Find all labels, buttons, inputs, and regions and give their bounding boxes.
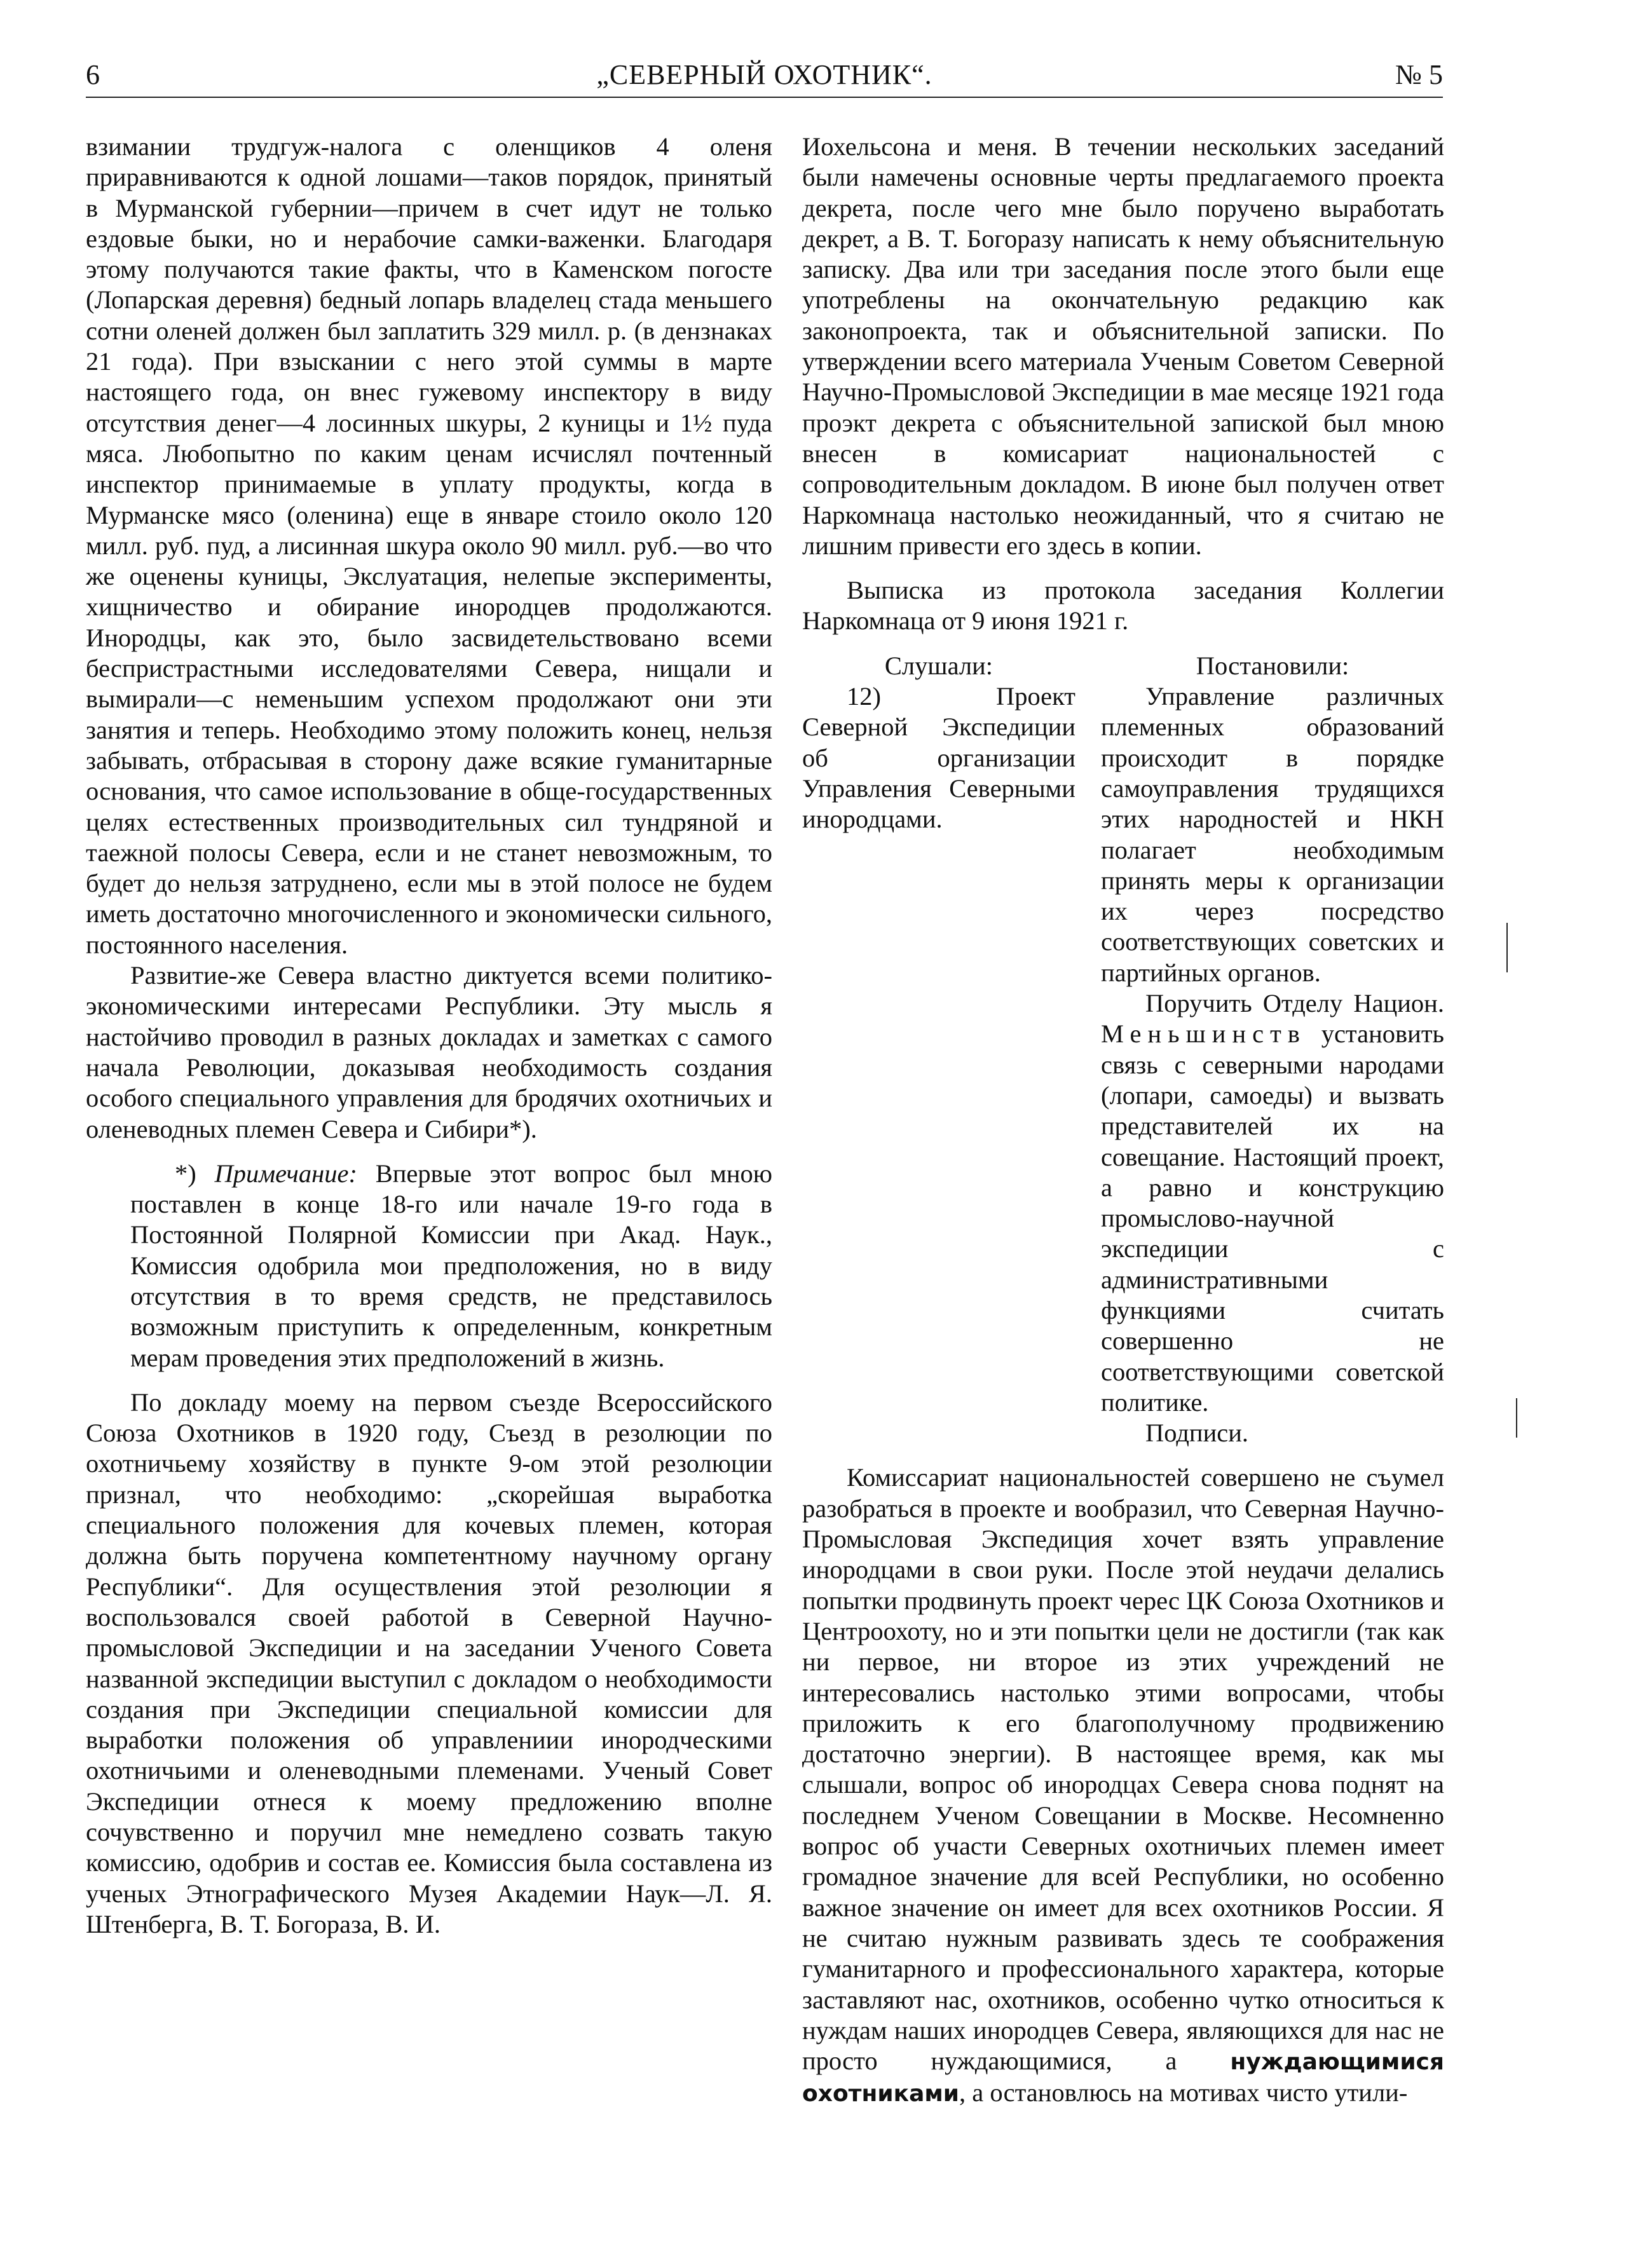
paragraph: Развитие-же Севера властно диктуется всеми политико-экономическими интересами Республики. Эту мысль я настойчиво проводил в разных докладах и заметках с самого начала Революции, доказывая необходимость создания особого специального управления для бродячих охотничьих и оленеводных племен Севера и Сибири*). — [86, 961, 772, 1143]
emphasis-text: нуждающимися охотниками — [802, 2049, 1444, 2107]
resolved-label: Постановили: — [1196, 651, 1349, 680]
protocol-heard-column — [802, 651, 1075, 1449]
footnote-label: Примечание: — [214, 1159, 357, 1188]
issue-number: № 5 — [1395, 59, 1443, 90]
left-column — [86, 132, 772, 1940]
right-column — [802, 132, 1444, 2110]
paragraph — [802, 1462, 1444, 2109]
paragraph: взимании трудгуж-налога с оленщиков 4 оленя приравниваются к одной лошами—таков порядок, принятый в Мурманской губернии—причем в счет идут не только ездовые быки, но и нерабочие самки-важенки. Благодаря этому получаются такие факты, что в Каменском погосте (Лопарская деревня) бедный лопарь владелец стада меньшего сотни оленей должен был заплатить 329 милл. р. (в дензнаках 21 года). При взыскании с него этой суммы в марте настоящего года, он внес гужевому инспектору в виду отсутствия денег—4 лосинных шкуры, 2 куницы и 1½ пуда мяса. Любопытно по каким ценам исчислял почтенный инспектор принимаемые в уплату продукты, когда в Мурманске мясо (оленина) еще в январе стоило около 120 милл. руб. пуд, а лисинная шкура около 90 милл. руб.—во что же оценены куницы, Экслуатация, нелепые эксперименты, хищничество и обирание инородцев продолжаются. Инородцы, как это, было засвидетельствовано всеми беспристрастными исследователями Севера, нищали и вымирали—с неменьшим успехом продолжают они эти занятия и теперь. Необходимо этому положить конец, нельзя забывать, отбрасывая в сторону даже всякие гуманитарные основания, что самое использование в обще-государственных целях естественных производительных сил тундряной и таежной полосы Севера, если и не станет невозможным, то будет до нельзя затруднено, если мы в этой полосе не будем иметь достаточно многочисленного и экономически сильного, постоянного населения. — [86, 132, 772, 959]
resolved-spaced-word: Меньшинств — [1101, 1019, 1306, 1049]
resolved-text: Управление различных племенных образований происходит в порядке самоуправления трудящихся этих народностей и НКН полагает необходимым принять меры к организации их через посредство соответствующих советских и партийных органов. — [1101, 682, 1444, 987]
footnote-text: Впервые этот вопрос был мною поставлен в конце 18-го или начале 19-го года в Постоянной Полярной Комиссии при Акад. Наук., Комиссия одобрила мои предположения, но в виду отсутствия в то время средств, не представилось возможным приступить к определенным, конкретным мерам проведения этих предположений в жизнь. — [130, 1159, 773, 1372]
resolved-lead: Поручить Отделу Национ. — [1145, 989, 1444, 1018]
paragraph: По докладу моему на первом съезде Всероссийского Союза Охотников в 1920 году, Съезд в резолюции по охотничьему хозяйству в пункте 9-ом этой резолюции признал, что необходимо: „скорейшая выработка специального положения для кочевых племен, которая должна быть поручена компетентному научному органу Республики“. Для осуществления этой резолюции я воспользовался своей работой в Северной Научно-промысловой Экспедиции и на заседании Ученого Совета названной экспедиции выступил с докладом о необходимости создания при Экспедиции специальной комиссии для выработки положения об управлениии инородческими охотничьими и оленеводными племенами. Ученый Совет Экспедиции отнеся к моему предложению вполне сочувственно и поручил мне немедлено созвать такую комиссию, одобрив и состав ее. Комиссия была составлена из ученых Этнографического Музея Академии Наук—Л. Я. Штенберга, В. Т. Богораза, В. И. — [86, 1387, 772, 1938]
protocol-table — [802, 651, 1444, 1449]
scan-margin-mark — [1516, 1398, 1517, 1438]
heard-label: Слушали: — [884, 651, 993, 680]
footnote — [130, 1159, 772, 1373]
resolved-rest: установить связь с северными народами (лопари, самоеды) и вызвать представителей их на совещание. Настоящий проект, а равно и конструкцию промыслово-научной экспедиции с административными функциями считать совершенно не соответствующими советской политике. — [1101, 1019, 1444, 1417]
heard-text: 12) Проект Северной Экспедиции об организации Управления Северными инородцами. — [802, 682, 1075, 834]
footnote-marker: *) — [175, 1159, 196, 1188]
running-header — [86, 58, 1443, 97]
paragraph: Иохельсона и меня. В течении нескольких заседаний были намечены основные черты предлагаемого проекта декрета, после чего мне было поручено выработать декрет, а В. Т. Богоразу написать к нему объяснительную записку. Два или три заседания после этого были еще употреблены на окончательную редакцию как законопроекта, так и объяснительной записки. По утверждении всего материала Ученым Советом Северной Научно-Промысловой Экспедиции в мае месяце 1921 года проэкт декрета с объяснительной запиской был мною внесен в комисариат национальностей с сопроводительным докладом. В июне был получен ответ Наркомнаца настолько неожиданный, что я считаю не лишним привести его здесь в копии. — [802, 132, 1444, 560]
page-number: 6 — [86, 59, 100, 90]
resolved-text — [1101, 988, 1444, 1418]
paragraph-text: Комиссариат национальностей совершено не съумел разобраться в проекте и вообразил, что Северная Научно-Промысловая Экспедиция хочет взять управление инородцами в свои руки. После этой неудачи делались попытки продвинуть проект черес ЦК Союза Охотников и Центроохоту, но и эти попытки цели не достигли (так как ни первое, ни второе из этих учреждений не интересовались настолько этими вопросами, чтобы приложить к его благополучному продвижению достаточно энергии). В настоящее время, как мы слышали, вопрос об инородцах Севера снова поднят на последнем Ученом Совещании в Москве. Несомненно вопрос об участи Северных охотничьих племен имеет громадное значение для всей Республики, но особенно важное значение он имеет для всех охотников России. Я не считаю нужным развивать здесь те соображения гуманитарного и профессионального характера, которые заставляют нас, охотников, особенно чутко относиться к нуждам наших инородцев Севера, являющихся для нас не просто нуждающимися, а — [802, 1463, 1444, 2076]
paragraph-text: , а остановлюсь на мотивах чисто утили- — [959, 2078, 1408, 2107]
journal-title: „СЕВЕРНЫЙ ОХОТНИК“. — [596, 59, 932, 90]
signatures: Подписи. — [1145, 1419, 1249, 1448]
protocol-resolved-column — [1101, 651, 1444, 1449]
scan-margin-mark — [1506, 923, 1508, 972]
header-rule — [86, 97, 1443, 98]
extract-title: Выписка из протокола заседания Коллегии Наркомнаца от 9 июня 1921 г. — [802, 576, 1444, 636]
